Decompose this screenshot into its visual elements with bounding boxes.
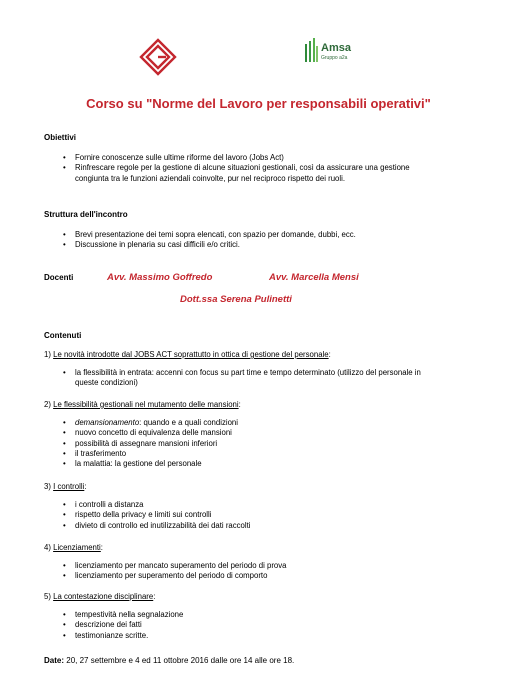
section-5-list [75,610,495,641]
section-2-title: 2) Le flessibilità gestionali nel mutamento delle mansioni: [44,400,241,409]
document-title: Corso su "Norme del Lavoro per responsabili operativi" [86,96,431,111]
list-item: • i controlli a distanza [75,500,495,510]
struttura-heading: Struttura dell'incontro [44,210,128,219]
list-item: • Fornire conoscenze sulle ultime riforme del lavoro (Jobs Act) [75,153,485,163]
list-item: • testimonianze scritte. [75,631,495,641]
list-item: • demansionamento: quando e a quali condizioni [75,418,495,428]
list-item: • rispetto della privacy e limiti sui controlli [75,510,495,520]
date-line [44,656,294,665]
left-logo [139,38,177,76]
obiettivi-list [75,153,485,184]
list-item: • Rinfrescare regole per la gestione di alcune situazioni gestionali, così da assicurare una gestione [75,163,485,173]
list-item: • licenziamento per mancato superamento del periodo di prova [75,561,495,571]
list-item: • tempestività nella segnalazione [75,610,495,620]
struttura-list [75,230,485,251]
list-item-continuation: congiunta tra le funzioni aziendali coinvolte, pur nel reciproco rispetto dei ruoli. [75,173,346,183]
docente-name: Dott.ssa Serena Pulinetti [180,294,292,305]
list-item: • il trasferimento [75,449,495,459]
section-1-title: 1) Le novità introdotte dal JOBS ACT soprattutto in ottica di gestione del personale: [44,350,331,359]
list-item: • Brevi presentazione dei temi sopra elencati, con spazio per domande, dubbi, ecc. [75,230,485,240]
docente-name: Avv. Massimo Goffredo [107,272,213,283]
section-5-title: 5) La contestazione disciplinare: [44,592,156,601]
date-value: 20, 27 settembre e 4 ed 11 ottobre 2016 dalle ore 14 alle ore 18. [64,656,295,665]
section-2-list [75,418,495,469]
amsa-name: Amsa [321,42,351,54]
list-item: • la malattia: la gestione del personale [75,459,495,469]
list-item: • divieto di controllo ed inutilizzabilità dei dati raccolti [75,521,495,531]
list-item: • la flessibilità in entrata: accenni con focus su part time e tempo determinato (utilizzo del personale in [75,368,495,378]
list-item-continuation: queste condizioni) [75,378,138,387]
list-item: • Discussione in plenaria su casi difficili e/o critici. [75,240,485,250]
obiettivi-heading: Obiettivi [44,133,77,142]
amsa-subtitle: Gruppo a2a [321,55,348,61]
list-item: • nuovo concetto di equivalenza delle mansioni [75,428,495,438]
section-4-title: 4) Licenziamenti: [44,543,103,552]
contenuti-heading: Contenuti [44,331,82,340]
docenti-label: Docenti [44,273,74,282]
section-1-list [75,368,495,378]
date-label: Date: [44,656,65,665]
amsa-logo [304,38,384,68]
list-item: • descrizione dei fatti [75,620,495,630]
docente-name: Avv. Marcella Mensi [269,272,359,283]
section-3-list [75,500,495,531]
section-3-title: 3) I controlli: [44,482,87,491]
list-item: • possibilità di assegnare mansioni inferiori [75,439,495,449]
list-item: • licenziamento per superamento del periodo di comporto [75,571,495,581]
section-4-list [75,561,495,582]
